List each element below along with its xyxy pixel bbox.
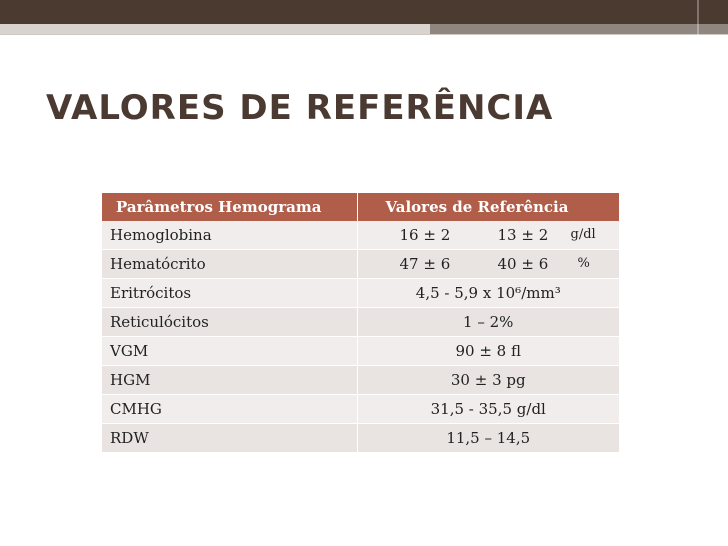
table-header-row [102,193,619,221]
reference-table [102,193,619,453]
param-cell: Hematócrito [102,250,357,279]
table-row [102,308,619,337]
value-cell [357,221,619,250]
value-female: 40 ± 6 [497,255,549,273]
value-unit: g/dl [570,227,596,242]
table-row [102,424,619,453]
param-cell: RDW [102,424,357,453]
param-cell: CMHG [102,395,357,424]
table-row [102,395,619,424]
column-header-parameters: Parâmetros Hemograma [102,193,357,221]
decorative-lines [618,0,728,46]
table-row [102,250,619,279]
value-cell: 4,5 - 5,9 x 10⁶/mm³ [357,279,619,308]
table-row [102,337,619,366]
value-unit: % [577,256,590,271]
column-header-values: Valores de Referência [357,193,619,221]
value-cell: 90 ± 8 fl [357,337,619,366]
param-cell: Reticulócitos [102,308,357,337]
value-cell: 31,5 - 35,5 g/dl [357,395,619,424]
param-cell: Eritrócitos [102,279,357,308]
param-cell: Hemoglobina [102,221,357,250]
table-row [102,279,619,308]
value-male: 47 ± 6 [399,255,451,273]
page-title: VALORES DE REFERÊNCIA [46,88,554,128]
value-cell [357,250,619,279]
value-cell: 1 – 2% [357,308,619,337]
table-row [102,221,619,250]
value-female: 13 ± 2 [497,226,549,244]
value-male: 16 ± 2 [399,226,451,244]
param-cell: HGM [102,366,357,395]
param-cell: VGM [102,337,357,366]
value-cell: 11,5 – 14,5 [357,424,619,453]
value-cell: 30 ± 3 pg [357,366,619,395]
table-row [102,366,619,395]
